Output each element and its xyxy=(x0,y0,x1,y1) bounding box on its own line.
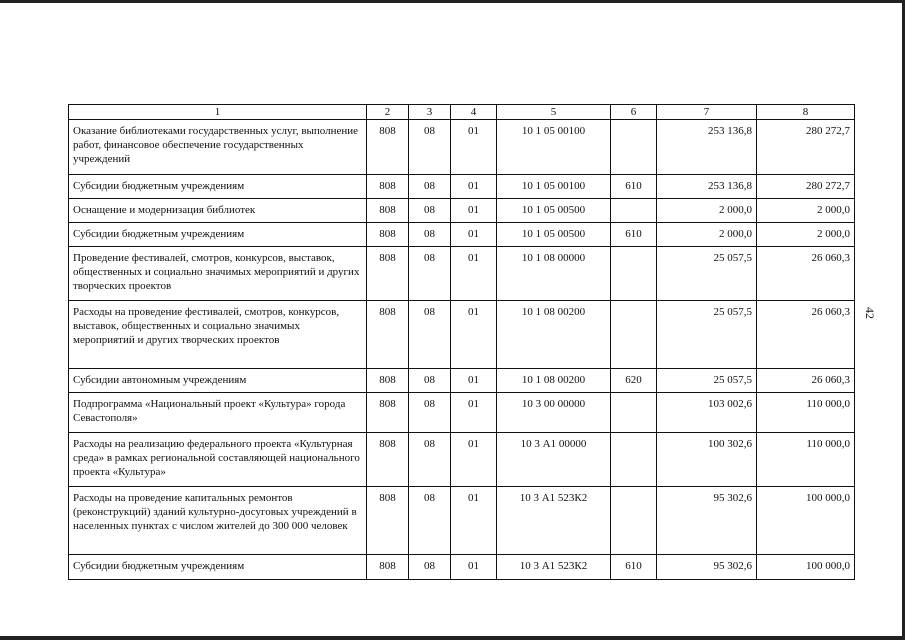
table-row xyxy=(69,393,855,433)
target-article-code: 10 3 А1 00000 xyxy=(497,433,611,487)
section-code: 08 xyxy=(409,301,451,369)
table-row xyxy=(69,247,855,301)
table-header-row xyxy=(69,105,855,120)
amount-col8: 2 000,0 xyxy=(757,199,855,223)
row-name: Проведение фестивалей, смотров, конкурсов, выставок, общественных и социально значимых мероприятий и других творческих проектов xyxy=(69,247,367,301)
scan-border-top xyxy=(0,0,905,3)
ministry-code: 808 xyxy=(367,555,409,580)
table-row xyxy=(69,223,855,247)
expense-type-code xyxy=(611,301,657,369)
amount-col7: 100 302,6 xyxy=(657,433,757,487)
table-row xyxy=(69,199,855,223)
ministry-code: 808 xyxy=(367,199,409,223)
section-code: 08 xyxy=(409,393,451,433)
table-row xyxy=(69,555,855,580)
row-name: Расходы на проведение фестивалей, смотров, конкурсов, выставок, общественных и социально значимых мероприятий и других творческих проектов xyxy=(69,301,367,369)
ministry-code: 808 xyxy=(367,487,409,555)
section-code: 08 xyxy=(409,487,451,555)
amount-col7: 253 136,8 xyxy=(657,175,757,199)
amount-col7: 2 000,0 xyxy=(657,223,757,247)
target-article-code: 10 3 А1 523К2 xyxy=(497,487,611,555)
target-article-code: 10 1 05 00500 xyxy=(497,199,611,223)
amount-col7: 103 002,6 xyxy=(657,393,757,433)
header-cell: 4 xyxy=(451,105,497,120)
expense-type-code: 620 xyxy=(611,369,657,393)
amount-col8: 2 000,0 xyxy=(757,223,855,247)
target-article-code: 10 3 А1 523К2 xyxy=(497,555,611,580)
row-name: Оказание библиотеками государственных услуг, выполнение работ, финансовое обеспечение государственных учреждений xyxy=(69,120,367,175)
amount-col8: 26 060,3 xyxy=(757,247,855,301)
scan-border-bottom xyxy=(0,636,905,640)
row-name: Расходы на реализацию федерального проекта «Культурная среда» в рамках региональной составляющей национального проекта «Культура» xyxy=(69,433,367,487)
expense-type-code: 610 xyxy=(611,555,657,580)
subsection-code: 01 xyxy=(451,223,497,247)
header-cell: 3 xyxy=(409,105,451,120)
row-name: Субсидии бюджетным учреждениям xyxy=(69,555,367,580)
ministry-code: 808 xyxy=(367,433,409,487)
section-code: 08 xyxy=(409,120,451,175)
expense-type-code xyxy=(611,487,657,555)
amount-col7: 25 057,5 xyxy=(657,247,757,301)
target-article-code: 10 1 05 00100 xyxy=(497,175,611,199)
header-cell: 8 xyxy=(757,105,855,120)
section-code: 08 xyxy=(409,433,451,487)
header-cell: 1 xyxy=(69,105,367,120)
amount-col8: 110 000,0 xyxy=(757,393,855,433)
table-row xyxy=(69,433,855,487)
amount-col7: 95 302,6 xyxy=(657,555,757,580)
target-article-code: 10 1 05 00100 xyxy=(497,120,611,175)
subsection-code: 01 xyxy=(451,301,497,369)
header-cell: 5 xyxy=(497,105,611,120)
row-name: Расходы на проведение капитальных ремонтов (реконструкций) зданий культурно-досуговых учреждений в населенных пунктах с числом жителей до 300 000 человек xyxy=(69,487,367,555)
section-code: 08 xyxy=(409,199,451,223)
target-article-code: 10 1 08 00200 xyxy=(497,301,611,369)
subsection-code: 01 xyxy=(451,555,497,580)
table-row xyxy=(69,487,855,555)
amount-col8: 110 000,0 xyxy=(757,433,855,487)
target-article-code: 10 1 08 00200 xyxy=(497,369,611,393)
section-code: 08 xyxy=(409,247,451,301)
table-row xyxy=(69,120,855,175)
amount-col8: 100 000,0 xyxy=(757,487,855,555)
expense-type-code: 610 xyxy=(611,223,657,247)
expense-type-code xyxy=(611,433,657,487)
target-article-code: 10 1 05 00500 xyxy=(497,223,611,247)
subsection-code: 01 xyxy=(451,175,497,199)
subsection-code: 01 xyxy=(451,247,497,301)
ministry-code: 808 xyxy=(367,301,409,369)
header-cell: 2 xyxy=(367,105,409,120)
page-number: 42 xyxy=(863,307,877,319)
ministry-code: 808 xyxy=(367,247,409,301)
expense-type-code: 610 xyxy=(611,175,657,199)
amount-col8: 280 272,7 xyxy=(757,175,855,199)
amount-col7: 95 302,6 xyxy=(657,487,757,555)
amount-col8: 26 060,3 xyxy=(757,301,855,369)
ministry-code: 808 xyxy=(367,223,409,247)
amount-col7: 25 057,5 xyxy=(657,369,757,393)
ministry-code: 808 xyxy=(367,393,409,433)
expense-type-code xyxy=(611,120,657,175)
row-name: Субсидии бюджетным учреждениям xyxy=(69,223,367,247)
header-cell: 7 xyxy=(657,105,757,120)
amount-col7: 25 057,5 xyxy=(657,301,757,369)
row-name: Субсидии бюджетным учреждениям xyxy=(69,175,367,199)
section-code: 08 xyxy=(409,223,451,247)
table-row xyxy=(69,175,855,199)
section-code: 08 xyxy=(409,369,451,393)
row-name: Оснащение и модернизация библиотек xyxy=(69,199,367,223)
section-code: 08 xyxy=(409,175,451,199)
amount-col7: 253 136,8 xyxy=(657,120,757,175)
subsection-code: 01 xyxy=(451,199,497,223)
target-article-code: 10 1 08 00000 xyxy=(497,247,611,301)
table-row xyxy=(69,301,855,369)
target-article-code: 10 3 00 00000 xyxy=(497,393,611,433)
ministry-code: 808 xyxy=(367,369,409,393)
row-name: Субсидии автономным учреждениям xyxy=(69,369,367,393)
header-cell: 6 xyxy=(611,105,657,120)
amount-col8: 280 272,7 xyxy=(757,120,855,175)
expense-type-code xyxy=(611,247,657,301)
subsection-code: 01 xyxy=(451,120,497,175)
subsection-code: 01 xyxy=(451,393,497,433)
budget-table xyxy=(68,104,855,580)
row-name: Подпрограмма «Национальный проект «Культура» города Севастополя» xyxy=(69,393,367,433)
amount-col7: 2 000,0 xyxy=(657,199,757,223)
expense-type-code xyxy=(611,393,657,433)
ministry-code: 808 xyxy=(367,120,409,175)
subsection-code: 01 xyxy=(451,487,497,555)
amount-col8: 100 000,0 xyxy=(757,555,855,580)
subsection-code: 01 xyxy=(451,433,497,487)
amount-col8: 26 060,3 xyxy=(757,369,855,393)
section-code: 08 xyxy=(409,555,451,580)
table-row xyxy=(69,369,855,393)
expense-type-code xyxy=(611,199,657,223)
ministry-code: 808 xyxy=(367,175,409,199)
subsection-code: 01 xyxy=(451,369,497,393)
